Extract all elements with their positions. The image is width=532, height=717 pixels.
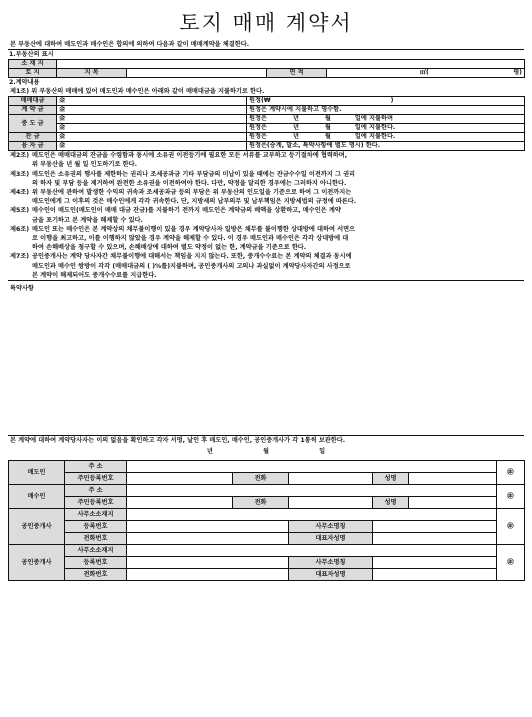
deposit-terms: 원정은 계약시에 지불하고 영수함.	[247, 106, 525, 115]
location-field[interactable]	[57, 60, 525, 69]
article-line: 제6조) 매도인 또는 매수인은 본 계약상의 채무불이행이 있을 경우 계약당사자 일방은 채무를 불이행한 상대방에 대하여 서면으	[10, 225, 356, 233]
page-title: 토지 매매 계약서	[179, 11, 353, 35]
agent1-office-name-label: 사무소명칭	[289, 521, 373, 533]
seller-label: 매도인	[9, 461, 65, 485]
buyer-name-label: 성명	[373, 497, 409, 509]
agent2-office-name-field[interactable]	[373, 557, 497, 569]
agent1-office-addr-label: 사무소소재지	[65, 509, 127, 521]
seller-phone-field[interactable]	[289, 473, 373, 485]
agent1-tel-field[interactable]	[127, 533, 289, 545]
agent2-label: 공인중개사	[9, 545, 65, 581]
signature-table	[8, 460, 525, 581]
section2-heading: 2.계약내용	[9, 79, 40, 86]
deposit-amount[interactable]: 金	[57, 106, 247, 115]
article-line: 매도인에게 그 이후의 것은 매수인에게 각각 귀속한다. 단, 지방세의 납부의무 및 납부책임은 지방세법의 규정에 따른다.	[32, 198, 357, 206]
date-month: 월	[263, 448, 269, 456]
article-line: 본 계약이 해제되어도 중개수수료를 지급한다.	[32, 271, 157, 279]
agent1-office-name-field[interactable]	[373, 521, 497, 533]
special-terms-box[interactable]	[8, 280, 524, 436]
article-line: 금을 포기하고 본 계약을 해제할 수 있다.	[32, 216, 143, 224]
agent2-seal: ㊞	[497, 545, 525, 581]
seller-address-field[interactable]	[127, 461, 497, 473]
article-line: 제3조) 매도인은 소유권의 행사를 제한하는 권리나 조세공과금 기타 부담금의 미납이 있을 때에는 잔금수수일 이전까지 그 권리	[10, 170, 356, 178]
area-field[interactable]	[327, 69, 525, 78]
price-terms: 원정(₩ )	[247, 97, 525, 106]
balance-amount[interactable]: 金	[57, 133, 247, 142]
date-day: 일	[319, 448, 326, 456]
agent2-reg-label: 등록번호	[65, 557, 127, 569]
deposit-label: 계 약 금	[9, 106, 57, 115]
agent2-office-name-label: 사무소명칭	[289, 557, 373, 569]
closing-text: 본 계약에 대하여 계약당사자는 이의 없음을 확인하고 각자 서명, 날인 후 매도인, 매수인, 공인중개사가 각 1통씩 보관한다.	[10, 437, 346, 445]
balance-label: 잔 금	[9, 133, 57, 142]
special-terms-heading: 특약사항	[10, 285, 34, 293]
buyer-seal: ㊞	[497, 485, 525, 509]
balance-terms: 원정은 년 월 일에 지불한다.	[247, 133, 525, 142]
property-table	[8, 59, 525, 78]
agent2-tel-field[interactable]	[127, 569, 289, 581]
article-line: 제7조) 공인중개사는 계약 당사자간 채무불이행에 대해서는 책임을 지지 않는다. 또한, 중개수수료는 본 계약의 체결과 동시에	[10, 253, 352, 261]
agent2-rep-field[interactable]	[373, 569, 497, 581]
interim-terms-1: 원정은 년 월 일에 지불하며	[247, 115, 525, 124]
price-amount[interactable]: 金	[57, 97, 247, 106]
interim-label: 중 도 금	[9, 115, 57, 133]
agent2-office-addr-field[interactable]	[127, 545, 497, 557]
loan-label: 융 자 금	[9, 142, 57, 151]
agent1-rep-label: 대표자성명	[289, 533, 373, 545]
articles-block	[8, 151, 524, 280]
agent2-tel-label: 전화번호	[65, 569, 127, 581]
payment-table	[8, 96, 525, 151]
agent1-rep-field[interactable]	[373, 533, 497, 545]
agent1-tel-label: 전화번호	[65, 533, 127, 545]
article-line: 위 부동산을 년 월 일 인도하기로 한다.	[32, 161, 137, 169]
agent1-seal: ㊞	[497, 509, 525, 545]
seller-address-label: 주 소	[65, 461, 127, 473]
seller-id-field[interactable]	[127, 473, 233, 485]
agent1-label: 공인중개사	[9, 509, 65, 545]
article-line: 제4조) 위 부동산에 관하여 발생한 수익의 귀속과 조세공과금 등의 부담은 위 부동산의 인도일을 기준으로 하여 그 이전까지는	[10, 189, 352, 197]
article-line: 제5조) 매수인이 매도인(매도인이 매매 대금 잔금)를 지불하기 전까지 매도인은 계약금의 배액을 상환하고, 매수인은 계약	[10, 207, 341, 215]
buyer-address-label: 주 소	[65, 485, 127, 497]
article-line: 매도인과 매수인 쌍방이 각각 (매매대금의 ( )%를)지불하며, 공인중개사의 고의나 과실없이 계약당사자간의 사정으로	[32, 262, 351, 270]
contract-date	[8, 446, 524, 460]
area-unit: ㎡(	[419, 69, 429, 76]
buyer-phone-field[interactable]	[289, 497, 373, 509]
buyer-id-label: 주민등록번호	[65, 497, 127, 509]
category-field[interactable]	[127, 69, 267, 78]
article-line: 하여 손해배상을 청구할 수 있으며, 손해배상에 대하여 별도 약정이 없는 한, 계약금을 기준으로 한다.	[32, 244, 307, 252]
article-line: 로 이행을 최고하고, 이를 이행하지 않았을 경우 계약을 해제할 수 있다. 이 경우 매도인과 매수인은 각각 상대방에 대	[32, 235, 349, 243]
section1-heading: 1.부동산의 표시	[9, 51, 54, 58]
agent1-office-addr-field[interactable]	[127, 509, 497, 521]
interim-terms-2: 원정은 년 월 일에 지불한다.	[247, 124, 525, 133]
interim-amount-2[interactable]: 金	[57, 124, 247, 133]
seller-phone-label: 전화	[233, 473, 289, 485]
buyer-id-field[interactable]	[127, 497, 233, 509]
seller-name-field[interactable]	[409, 473, 497, 485]
price-label: 매매대금	[9, 97, 57, 106]
buyer-address-field[interactable]	[127, 485, 497, 497]
loan-amount[interactable]: 金	[57, 142, 247, 151]
agent2-rep-label: 대표자성명	[289, 569, 373, 581]
article-line: 의 하자 및 부담 등을 제거하여 완전한 소유권을 이전하여야 한다. 다만, 약정을 달리한 경우에는 그러하지 아니한다.	[32, 179, 347, 187]
article-line: 제2조) 매도인은 매매대금의 잔금을 수령함과 동시에 소유권 이전등기에 필요한 모든 서류를 교부하고 등기절차에 협력하며,	[10, 152, 348, 160]
intro-text: 본 부동산에 대하여 매도인과 매수인은 합의에 의하여 다음과 같이 매매계약을 체결한다.	[8, 40, 524, 50]
agent1-reg-field[interactable]	[127, 521, 289, 533]
interim-amount-1[interactable]: 金	[57, 115, 247, 124]
land-label: 토 지	[9, 69, 57, 78]
date-year: 년	[206, 448, 213, 456]
buyer-name-field[interactable]	[409, 497, 497, 509]
agent2-office-addr-label: 사무소소재지	[65, 545, 127, 557]
area-unit-close: 평)	[513, 69, 522, 76]
area-label: 면 적	[267, 69, 327, 78]
buyer-label: 매수인	[9, 485, 65, 509]
loan-terms: 원정은(승계, 말소, 특약사항에 별도 명시) 한다.	[247, 142, 525, 151]
agent1-reg-label: 등록번호	[65, 521, 127, 533]
category-label: 지 목	[57, 69, 127, 78]
location-label: 소 재 지	[9, 60, 57, 69]
seller-seal: ㊞	[497, 461, 525, 485]
seller-id-label: 주민등록번호	[65, 473, 127, 485]
seller-name-label: 성명	[373, 473, 409, 485]
buyer-phone-label: 전화	[233, 497, 289, 509]
agent2-reg-field[interactable]	[127, 557, 289, 569]
article-1: 제1조) 위 부동산의 매매에 있어 매도인과 매수인은 아래와 같이 매매대금을 지불하기로 한다.	[10, 88, 265, 95]
contract-page	[8, 6, 524, 581]
